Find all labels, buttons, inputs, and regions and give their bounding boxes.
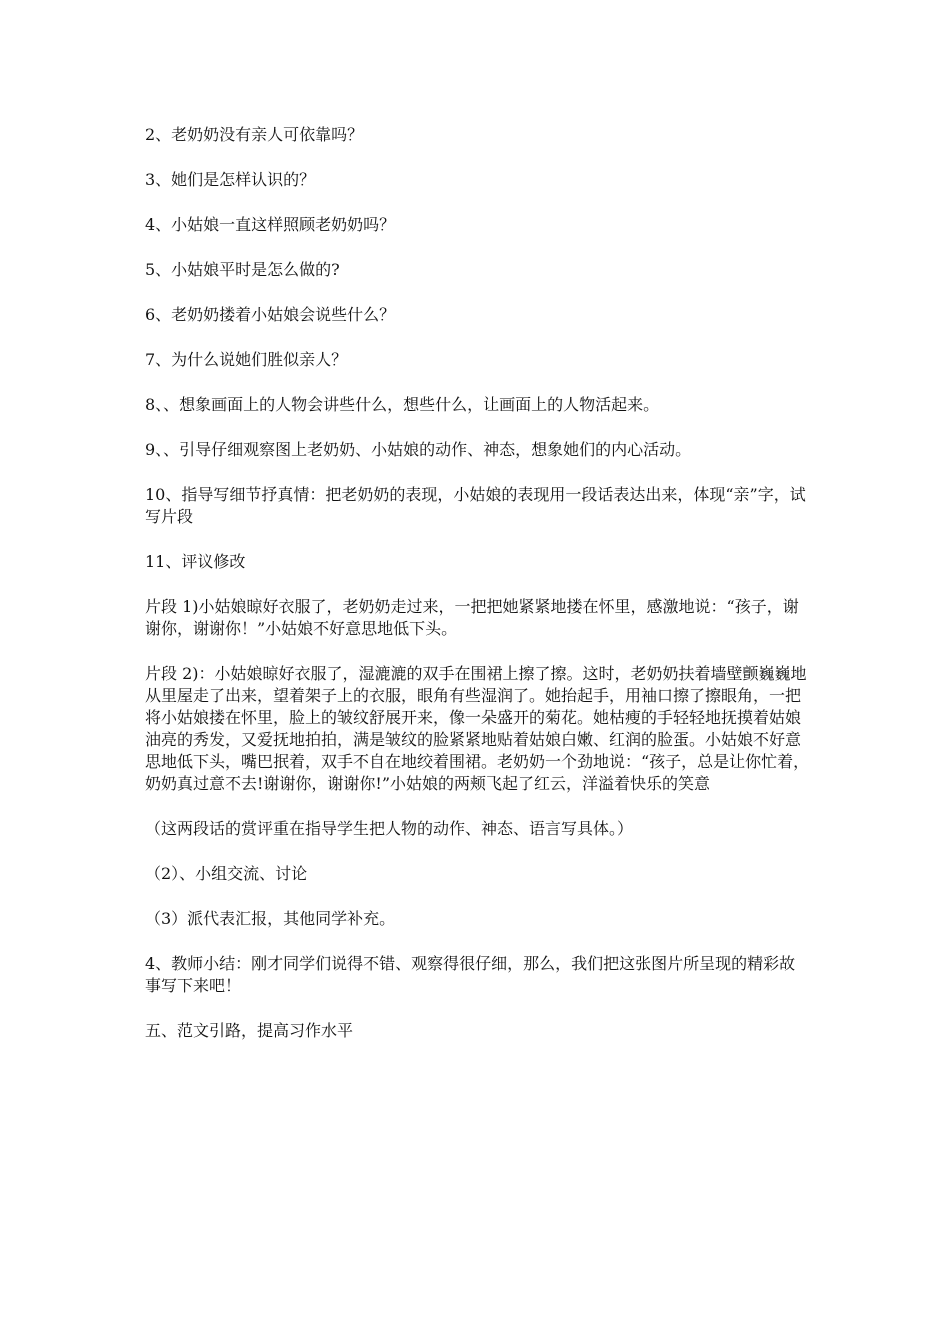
question-6: 6、老奶奶搂着小姑娘会说些什么？ bbox=[145, 305, 396, 324]
question-3: 3、她们是怎样认识的？ bbox=[145, 170, 316, 189]
step-10: 10、指导写细节抒真情：把老奶奶的表现，小姑娘的表现用一段话表达出来，体现“亲”字，试写片段 bbox=[145, 485, 806, 526]
commentary-note: （这两段话的赏评重在指导学生把人物的动作、神态、语言写具体。） bbox=[145, 819, 634, 838]
excerpt-1: 片段 1)小姑娘晾好衣服了，老奶奶走过来，一把把她紧紧地搂在怀里，感激地说：“孩子，谢谢你，谢谢你！”小姑娘不好意思地低下头。 bbox=[145, 597, 799, 638]
step-11: 11、评议修改 bbox=[145, 552, 246, 571]
question-4: 4、小姑娘一直这样照顾老奶奶吗？ bbox=[145, 215, 396, 234]
question-5: 5、小姑娘平时是怎么做的? bbox=[145, 260, 340, 279]
group-discussion: （2）、小组交流、讨论 bbox=[145, 864, 308, 883]
teacher-summary: 4、教师小结：刚才同学们说得不错、观察得很仔细，那么，我们把这张图片所呈现的精彩故事写下来吧！ bbox=[145, 954, 796, 995]
question-7: 7、为什么说她们胜似亲人？ bbox=[145, 350, 348, 369]
step-9: 9、、引导仔细观察图上老奶奶、小姑娘的动作、神态，想象她们的内心活动。 bbox=[145, 440, 692, 459]
representative-report: （3）派代表汇报，其他同学补充。 bbox=[145, 909, 396, 928]
question-2: 2、老奶奶没有亲人可依靠吗？ bbox=[145, 125, 364, 144]
step-8: 8、、想象画面上的人物会讲些什么，想些什么，让画面上的人物活起来。 bbox=[145, 395, 660, 414]
section-heading-five: 五、范文引路，提高习作水平 bbox=[145, 1021, 354, 1040]
document-body bbox=[145, 124, 810, 1065]
excerpt-2: 片段 2)：小姑娘晾好衣服了，湿漉漉的双手在围裙上擦了擦。这时，老奶奶扶着墙壁颤巍巍地从里屋走了出来，望着架子上的衣服，眼角有些湿润了。她抬起手，用袖口擦了擦眼角，一把将小姑娘搂在怀里，脸上的皱纹舒展开来，像一朵盛开的菊花。她枯瘦的手轻轻地抚摸着姑娘油亮的秀发，又爱抚地拍拍，满是皱纹的脸紧紧地贴着姑娘白嫩、红润的脸蛋。小姑娘不好意思地低下头，嘴巴抿着，双手不自在地绞着围裙。老奶奶一个劲地说：“孩子，总是让你忙着，奶奶真过意不去!谢谢你，谢谢你!”小姑娘的两颊飞起了红云，洋溢着快乐的笑意 bbox=[145, 664, 810, 793]
